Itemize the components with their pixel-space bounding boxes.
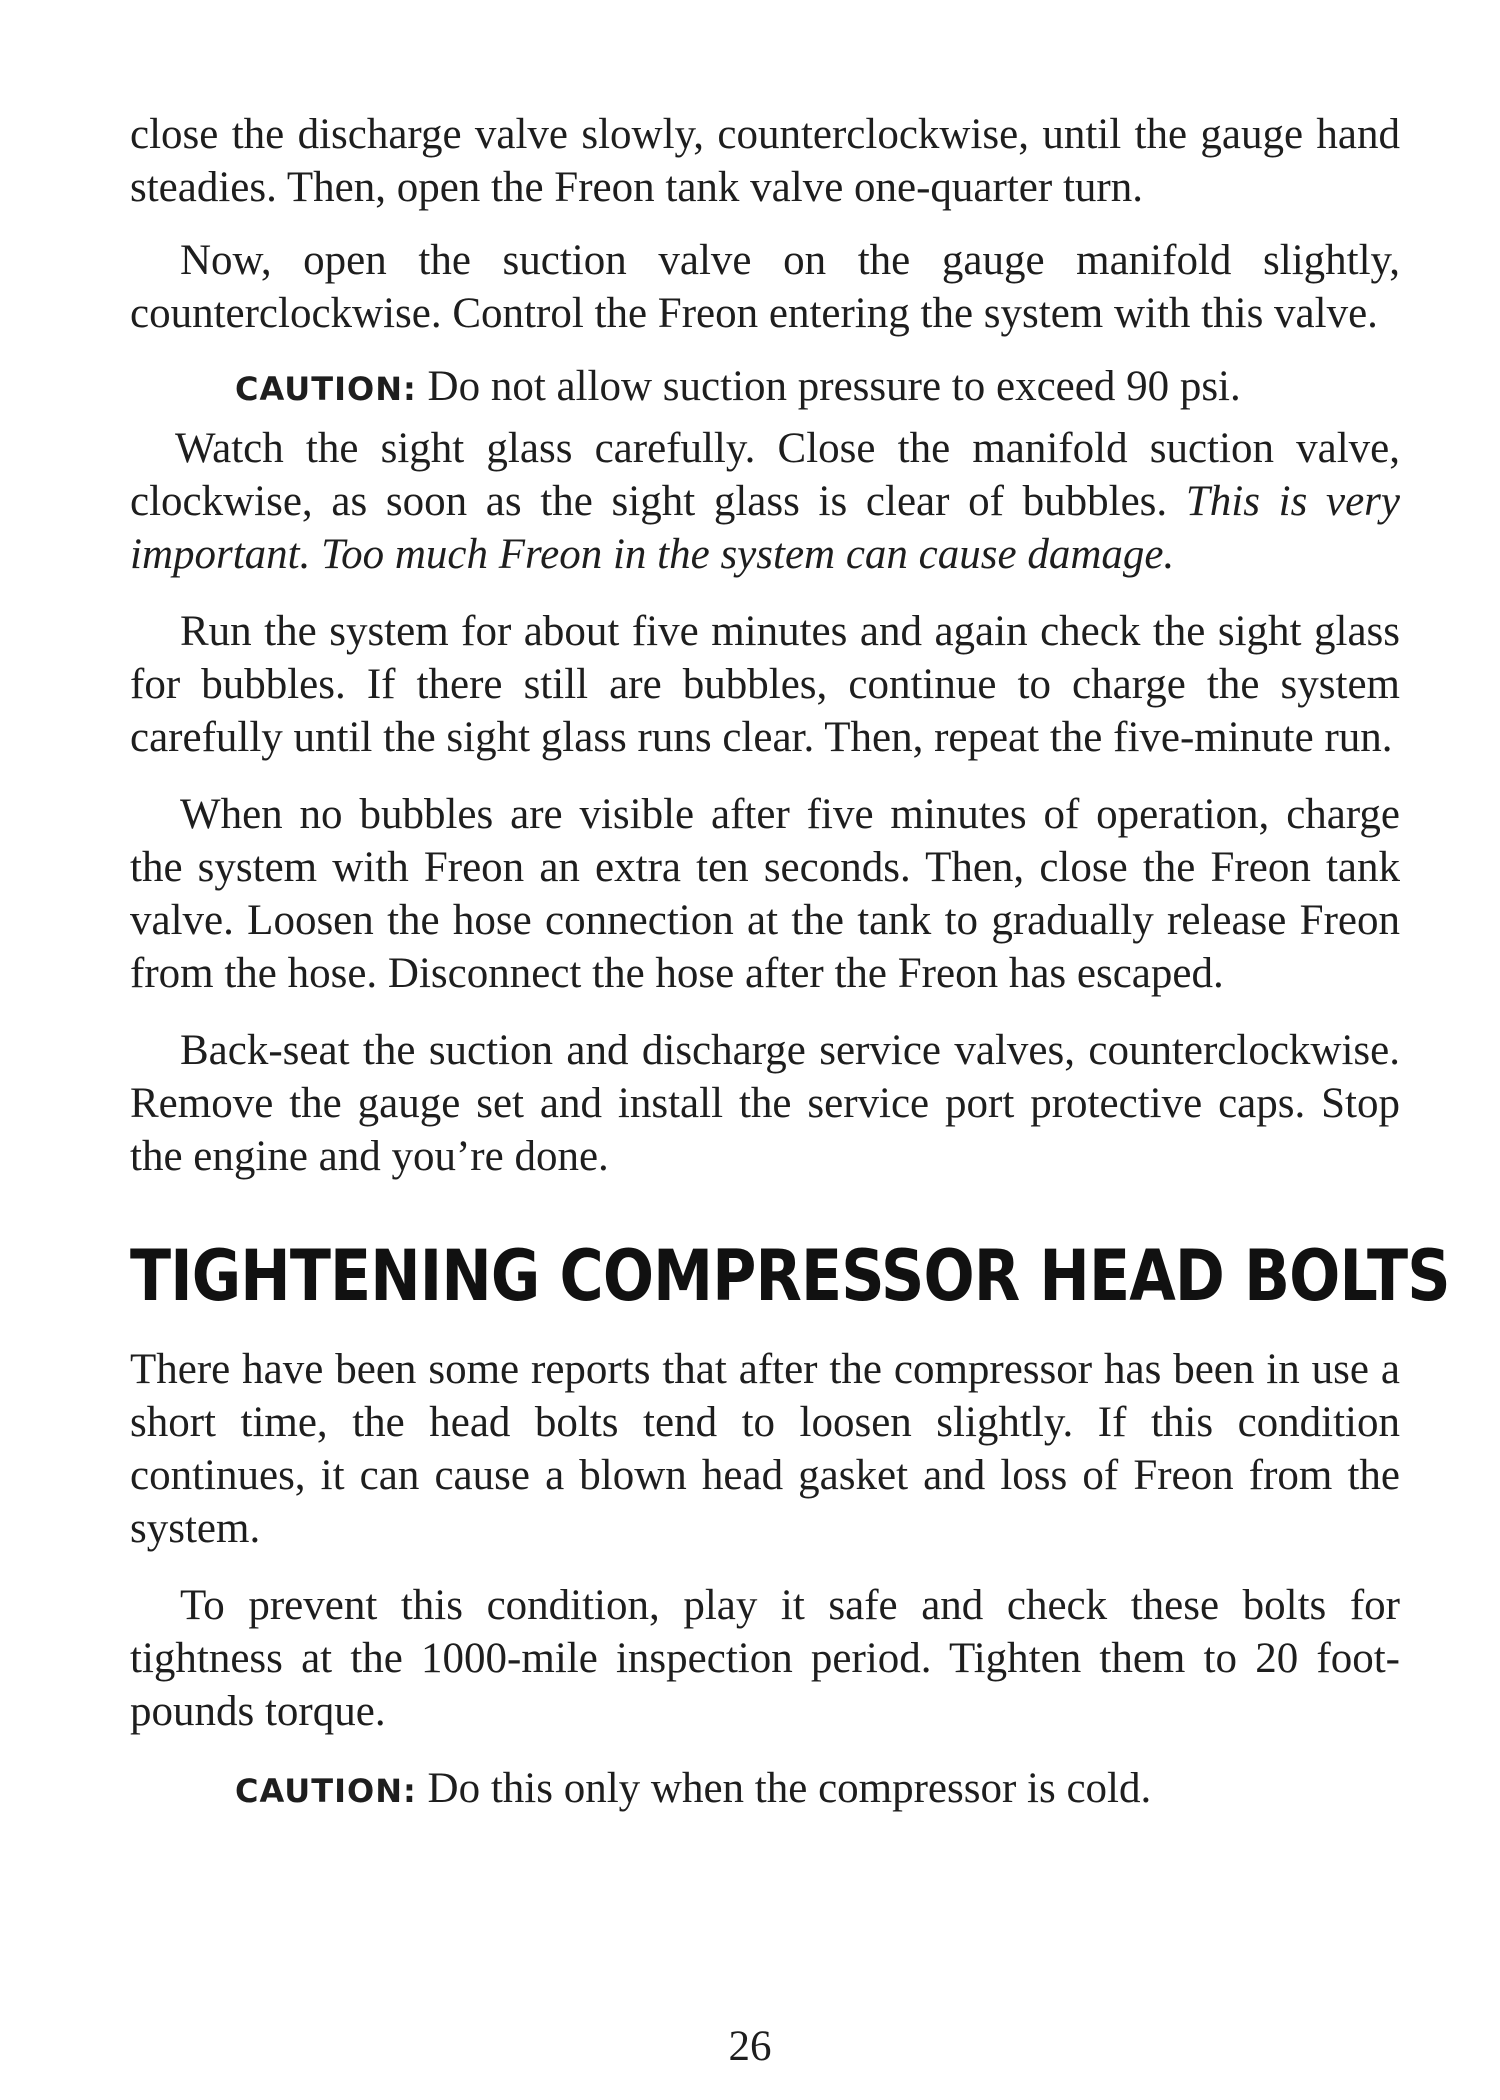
caution-text: Do this only when the compressor is cold.: [416, 1765, 1152, 1812]
caution-label: CAUTION:: [235, 370, 417, 408]
caution-suction-pressure: [130, 360, 1400, 416]
caution-compressor-cold: [130, 1762, 1400, 1818]
sight-glass-text: Watch the sight glass carefully. Close the manifold suction valve, clockwise, as soon as the sight glass is clear of bubbles.: [130, 425, 1400, 525]
paragraph-reports: There have been some reports that after the compressor has been in use a short time, the head bolts tend to loosen slightly. If this condition continues, it can cause a blown head gasket and loss of Freon from the system.: [130, 1346, 1400, 1552]
paragraph-run-system: Run the system for about five minutes and again check the sight glass for bubbles. If there still are bubbles, continue to charge the system carefully until the sight glass runs clear. Then, repeat the five-minute run.: [130, 608, 1400, 761]
page-number: 26: [728, 2023, 772, 2070]
paragraph-discharge-valve: close the discharge valve slowly, counterclockwise, until the gauge hand steadies. Then, open the Freon tank valve one-quarter turn.: [130, 111, 1400, 211]
caution-label: CAUTION:: [235, 1772, 417, 1810]
paragraph-prevent: To prevent this condition, play it safe and check these bolts for tightness at the 1000-mile inspection period. Tighten them to 20 foot-pounds torque.: [130, 1582, 1400, 1735]
page-content: [130, 108, 1450, 1818]
section-heading: TIGHTENING COMPRESSOR HEAD BOLTS: [130, 1235, 1450, 1317]
paragraph-no-bubbles: When no bubbles are visible after five minutes of operation, charge the system with Freon an extra ten seconds. Then, close the Freon tank valve. Loosen the hose connection at the tank to gradually release Freon from the hose. Disconnect the hose after the Freon has escaped.: [130, 791, 1400, 997]
paragraph-sight-glass: [130, 422, 1400, 581]
paragraph-back-seat: Back-seat the suction and discharge service valves, counterclockwise. Remove the gauge set and install the service port protective caps. Stop the engine and you’re done.: [130, 1027, 1400, 1180]
sight-glass-warning-italic: This is very important. Too much Freon in the system can cause damage.: [130, 478, 1400, 578]
paragraph-suction-valve: Now, open the suction valve on the gauge manifold slightly, counterclockwise. Control the Freon entering the system with this valve.: [130, 237, 1400, 337]
caution-text: Do not allow suction pressure to exceed 90 psi.: [416, 363, 1241, 410]
